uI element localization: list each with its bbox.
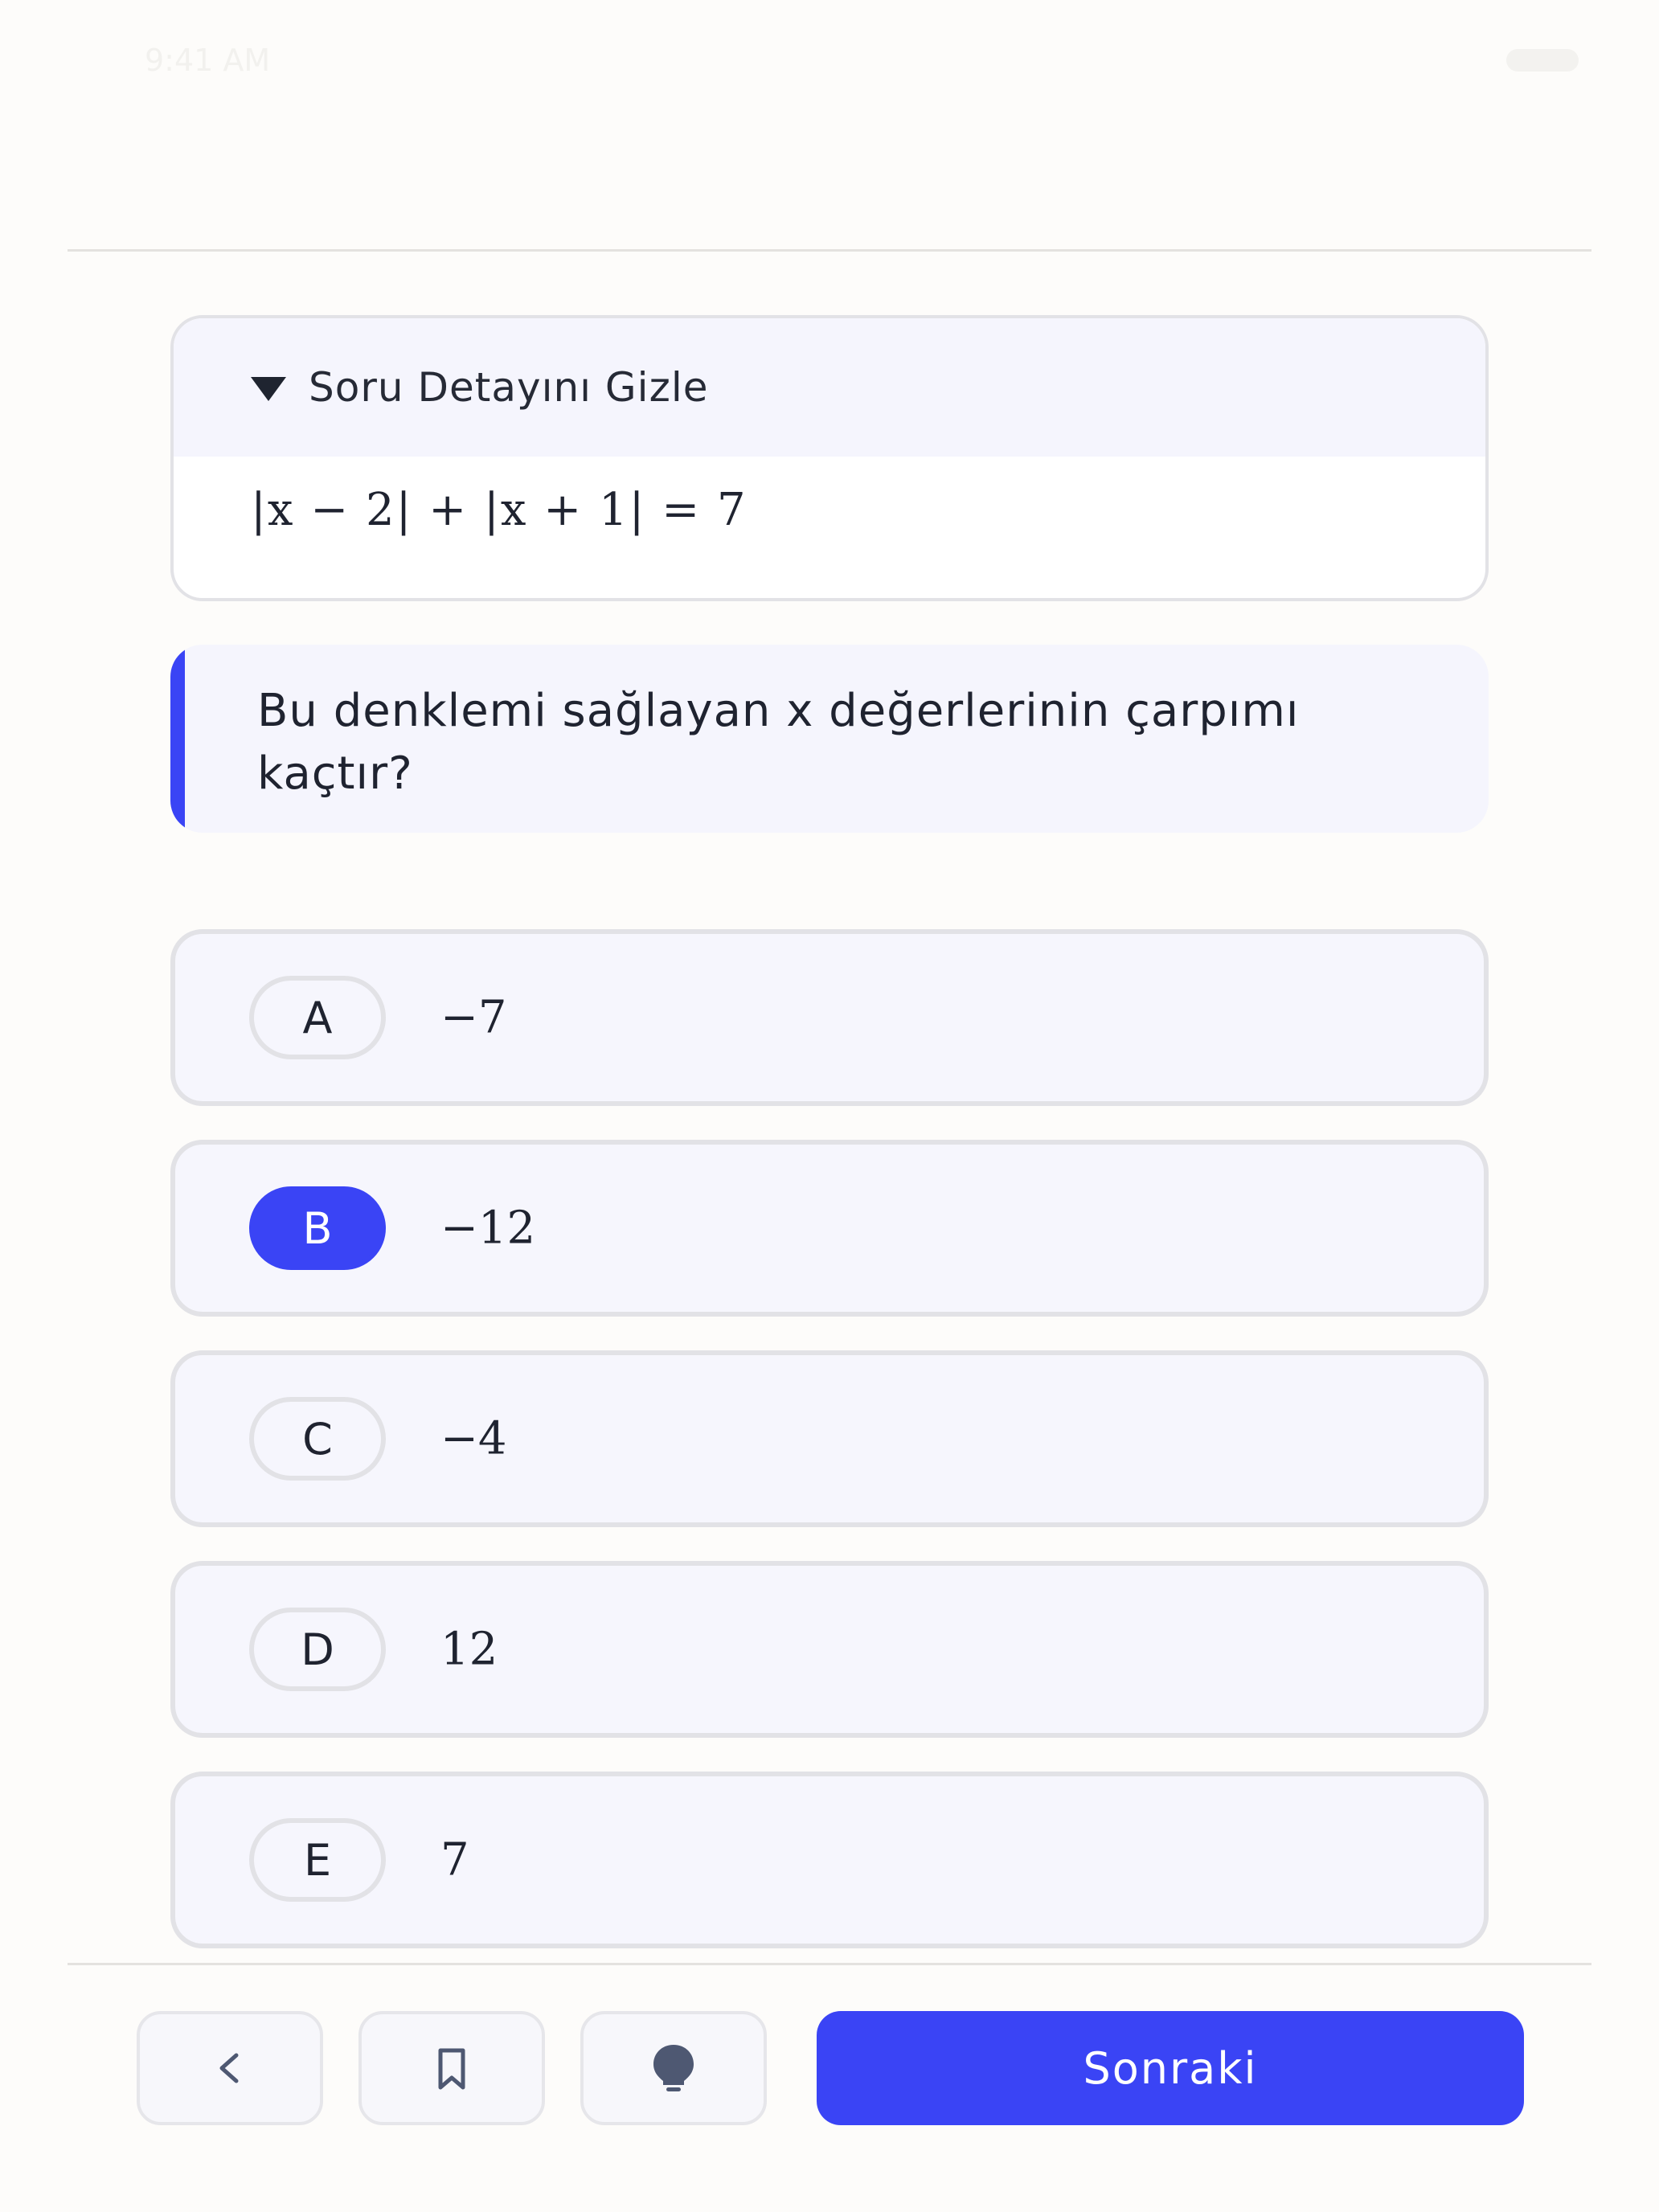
bottom-divider (68, 1963, 1591, 1965)
option-c[interactable] (170, 1350, 1489, 1527)
question-detail-body (174, 457, 1485, 536)
triangle-down-icon (251, 377, 286, 401)
bookmark-icon (426, 2042, 477, 2094)
question-text: Bu denklemi sağlayan x değerlerinin çarpımı kaçtır? (257, 685, 1300, 800)
top-divider (68, 249, 1591, 252)
option-d[interactable] (170, 1561, 1489, 1738)
option-value: −12 (440, 1202, 536, 1255)
question-detail-toggle-label: Soru Detayını Gizle (309, 364, 709, 411)
status-time: 9:41 AM (145, 43, 271, 78)
question-equation: |x − 2| + |x + 1| = 7 (251, 484, 748, 536)
bookmark-button[interactable] (358, 2011, 545, 2125)
status-bar (0, 0, 1659, 121)
question-detail-card (170, 315, 1489, 601)
question-card (170, 645, 1489, 833)
option-value: 7 (440, 1833, 469, 1886)
hint-button[interactable] (580, 2011, 767, 2125)
option-letter: E (249, 1818, 386, 1902)
option-letter: D (249, 1608, 386, 1691)
option-a[interactable] (170, 929, 1489, 1106)
option-value: −4 (440, 1412, 507, 1465)
question-detail-toggle[interactable] (174, 318, 1485, 457)
back-button[interactable] (137, 2011, 323, 2125)
option-b[interactable] (170, 1140, 1489, 1317)
status-indicators (1506, 49, 1579, 72)
next-button[interactable]: Sonraki (817, 2011, 1524, 2125)
battery-icon (1506, 49, 1579, 72)
option-letter: A (249, 976, 386, 1059)
option-value: 12 (440, 1623, 498, 1676)
option-e[interactable] (170, 1772, 1489, 1948)
option-letter-selected: B (249, 1186, 386, 1270)
lightbulb-icon (645, 2040, 702, 2096)
chevron-left-icon (207, 2046, 252, 2091)
option-letter: C (249, 1397, 386, 1481)
question-accent-bar (170, 645, 185, 833)
option-value: −7 (440, 991, 507, 1044)
